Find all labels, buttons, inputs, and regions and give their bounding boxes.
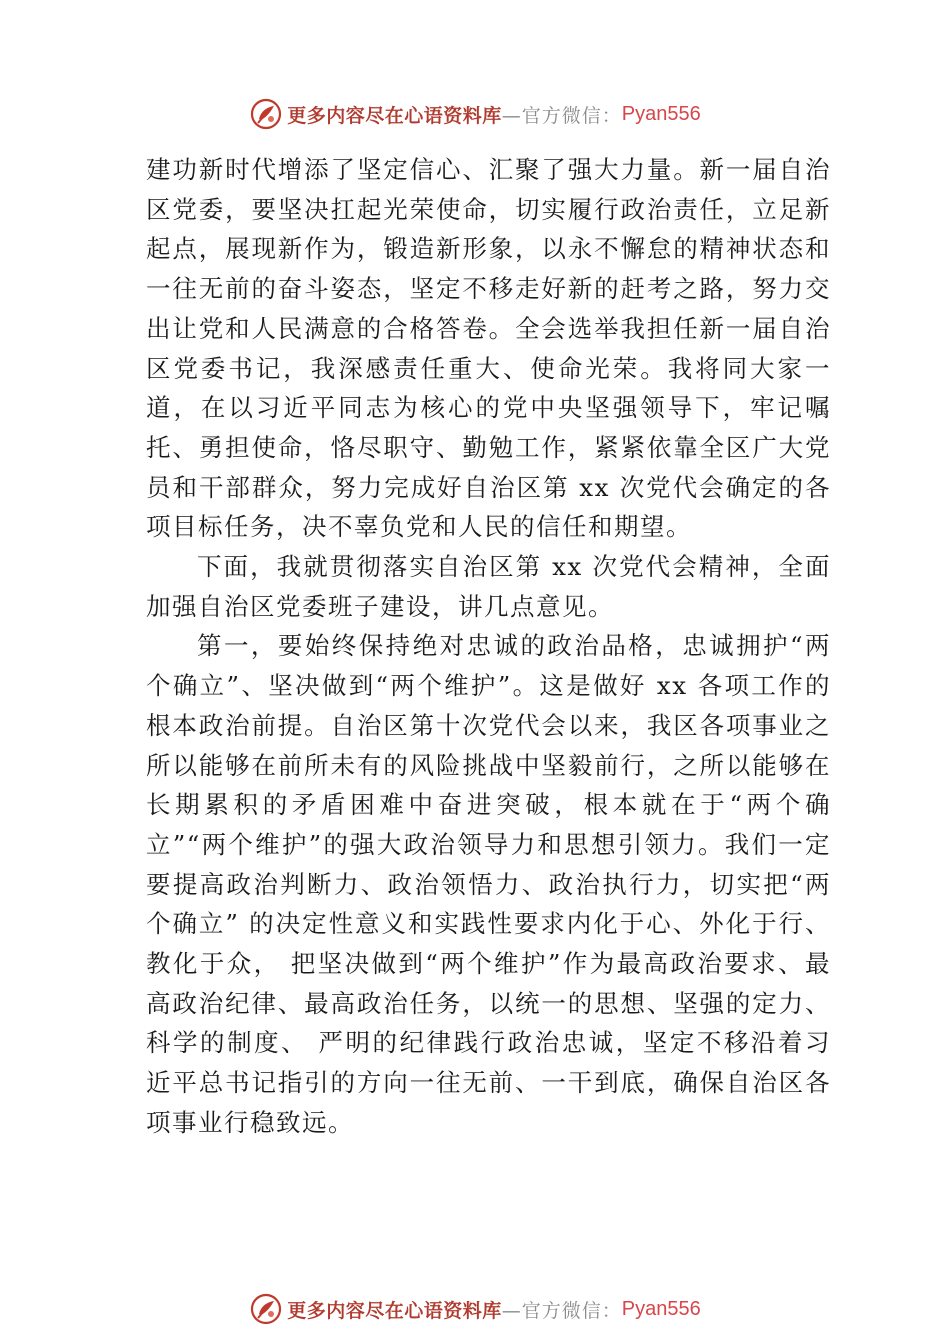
paragraph-1: 建功新时代增添了坚定信心、汇聚了强大力量。新一届自治区党委，要坚决扛起光荣使命，切实履行政治责任，立足新起点，展现新作为，锻造新形象，以永不懈怠的精神状态和一往无前的奋斗姿态，坚定不移走好新的赶考之路，努力交出让党和人民满意的合格答卷。全会选举我担任新一届自治区党委书记，我深感责任重大、使命光荣。我将同大家一道，在以习近平同志为核心的党中央坚强领导下，牢记嘱托、勇担使命，恪尽职守、勤勉工作，紧紧依靠全区广大党员和干部群众，努力完成好自治区第 xx 次党代会确定的各项目标任务，决不辜负党和人民的信任和期望。 xyxy=(146,155,831,542)
paragraph-3: 第一，要始终保持绝对忠诚的政治品格，忠诚拥护“两个确立”、坚决做到“两个维护”。这是做好 xx 各项工作的根本政治前提。自治区第十次党代会以来，我区各项事业之所以能够在前所未有的风险挑战中坚毅前行，之所以能够在长期累积的矛盾困难中奋进突破，根本就在于“两个确立”“两个维护”的强大政治领导力和思想引领力。我们一定要提高政治判断力、政治领悟力、政治执行力，切实把“两个确立” 的决定性意义和实践性要求内化于心、外化于行、教化于众， 把坚决做到“两个维护”作为最高政治要求、最高政治纪律、最高政治任务，以统一的思想、坚强的定力、科学的制度、 严明的纪律践行政治忠诚，坚定不移沿着习近平总书记指引的方向一往无前、一干到底，确保自治区各项事业行稳致远。 xyxy=(146,631,831,1137)
banner-wechat-id: Pyan556 xyxy=(621,1297,701,1320)
banner-main-text: 更多内容尽在心语资料库 xyxy=(287,1299,502,1322)
pen-heart-logo-icon xyxy=(249,1292,283,1326)
banner-separator-text: —官方微信： xyxy=(501,104,622,127)
banner-separator-text: —官方微信： xyxy=(501,1299,622,1322)
document-body xyxy=(146,150,831,1143)
header-banner xyxy=(0,94,950,134)
banner-wechat-id: Pyan556 xyxy=(621,102,701,125)
banner-main-text: 更多内容尽在心语资料库 xyxy=(287,104,502,127)
paragraph-2: 下面，我就贯彻落实自治区第 xx 次党代会精神，全面加强自治区党委班子建设，讲几点意见。 xyxy=(146,552,831,621)
footer-banner xyxy=(0,1289,950,1329)
pen-heart-logo-icon xyxy=(249,97,283,131)
